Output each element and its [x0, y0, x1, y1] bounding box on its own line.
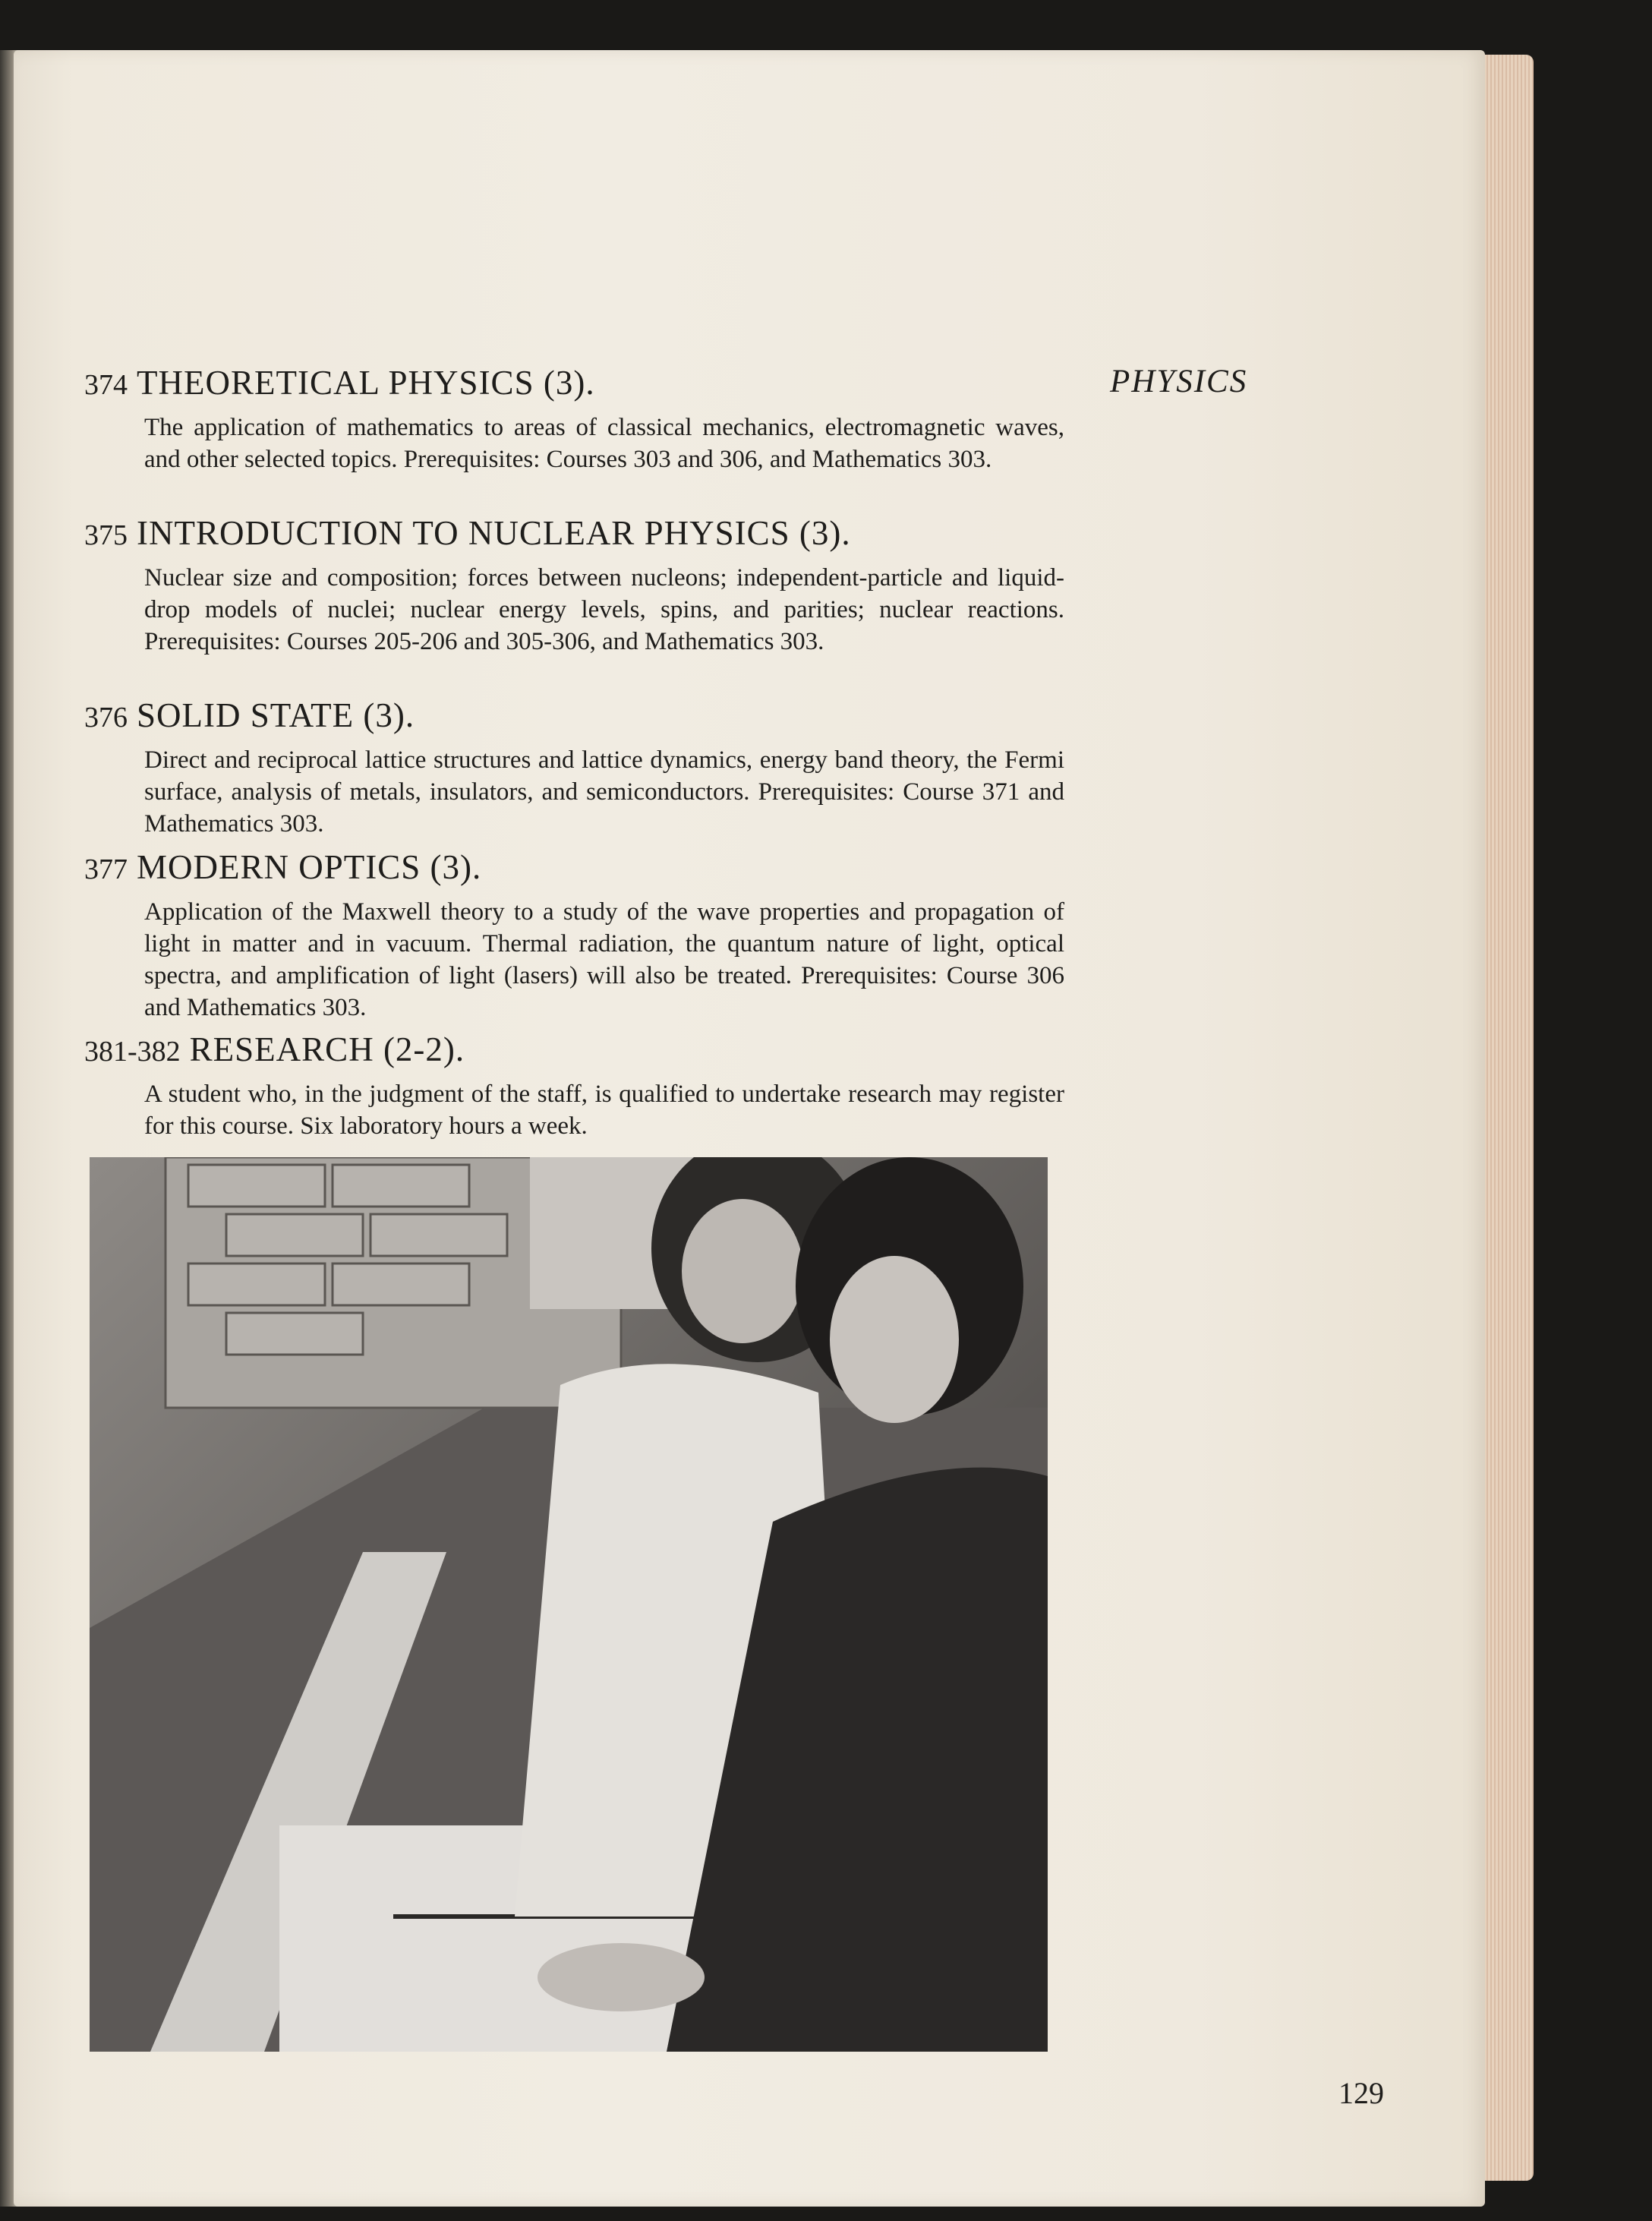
- course-376: [84, 696, 1064, 840]
- hand: [538, 1943, 705, 2011]
- course-number: 374: [84, 369, 128, 401]
- section-label: PHYSICS: [1110, 364, 1248, 399]
- course-heading: [84, 1030, 1064, 1069]
- page-number: 129: [1338, 2076, 1384, 2110]
- course-description: A student who, in the judgment of the staff, is qualified to undertake research may register for this course. Six laboratory hours a week.: [144, 1081, 1064, 1140]
- course-number: 377: [84, 853, 128, 885]
- course-description: Application of the Maxwell theory to a study of the wave properties and propagation of light in matter and in vacuum. Thermal radiation, the quantum nature of light, optical spectra, and amplification of light (lasers) will also be treated. Prerequisites: Course 306 and Mathematics 303.: [144, 898, 1064, 1021]
- course-heading: [84, 363, 1064, 402]
- course-375: [84, 513, 1064, 658]
- course-377: [84, 847, 1064, 1024]
- course-heading: [84, 513, 1064, 553]
- course-description: The application of mathematics to areas of classical mechanics, electromagnetic waves, and other selected topics. Prerequisites: Courses 303 and 306, and Mathematics 303.: [144, 414, 1064, 473]
- course-374: [84, 363, 1064, 475]
- lab-photo-illustration: [90, 1157, 1048, 2052]
- catalog-page: [14, 50, 1485, 2207]
- course-number: 376: [84, 702, 128, 733]
- course-heading: [84, 847, 1064, 887]
- lab-photograph: [90, 1157, 1048, 2052]
- course-heading: [84, 696, 1064, 735]
- course-title: THEORETICAL PHYSICS (3).: [137, 364, 595, 402]
- course-number: 381-382: [84, 1036, 181, 1068]
- course-381-382: [84, 1030, 1064, 1142]
- course-title: INTRODUCTION TO NUCLEAR PHYSICS (3).: [137, 514, 851, 552]
- course-title: MODERN OPTICS (3).: [137, 848, 482, 886]
- course-title: SOLID STATE (3).: [137, 696, 415, 734]
- course-description: Nuclear size and composition; forces between nucleons; independent-particle and liquid-drop models of nuclei; nuclear energy levels, spins, and parities; nuclear reactions. Prerequisites: Courses 205-206 and 305-306, and Mathematics 303.: [144, 564, 1064, 655]
- course-description: Direct and reciprocal lattice structures and lattice dynamics, energy band theory, the Fermi surface, analysis of metals, insulators, and semiconductors. Prerequisites: Course 371 and Mathematics 303.: [144, 746, 1064, 838]
- course-number: 375: [84, 519, 128, 551]
- course-title: RESEARCH (2-2).: [189, 1030, 465, 1068]
